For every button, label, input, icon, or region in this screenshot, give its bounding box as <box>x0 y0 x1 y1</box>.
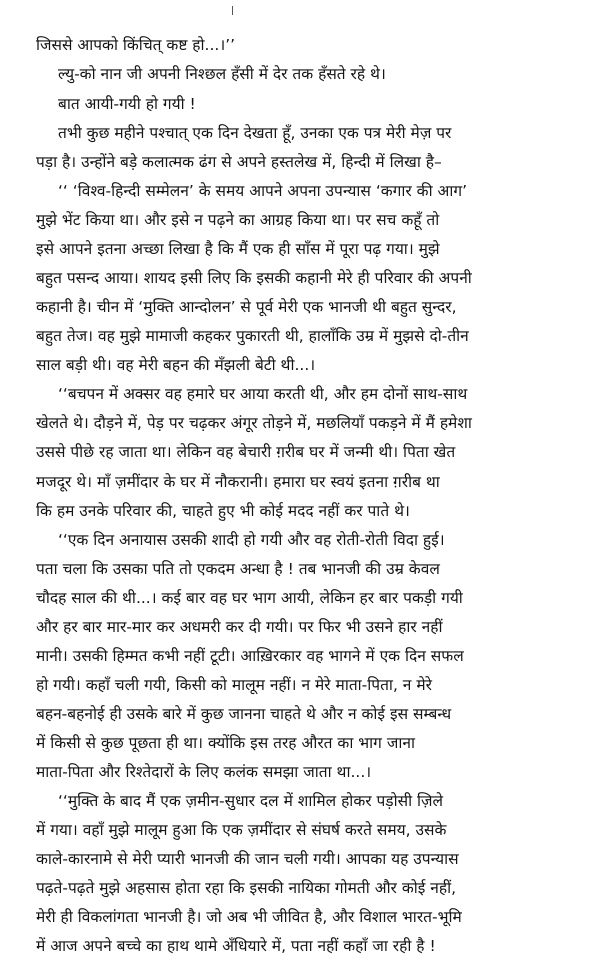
text-line: ‘‘मुक्ति के बाद मैं एक ज़मीन-सुधार दल में शामिल होकर पड़ोसी ज़िले <box>58 791 444 810</box>
text-line: बहुत तेज। वह मुझे मामाजी कहकर पुकारती थी, हालाँकि उम्र में मुझसे दो-तीन <box>36 327 469 346</box>
text-line: कि हम उनके परिवार की, चाहते हुए भी कोई मदद नहीं कर पाते थे। <box>36 501 410 520</box>
text-line: तभी कुछ महीने पश्चात् एक दिन देखता हूँ, उनका एक पत्र मेरी मेज़ पर <box>58 124 452 143</box>
text-line: उससे पीछे रह जाता था। लेकिन वह बेचारी ग़रीब घर में जन्मी थी। पिता खेत <box>36 443 456 462</box>
scan-mark <box>232 6 233 15</box>
text-line: में गया। वहाँ मुझे मालूम हुआ कि एक ज़मींदार से संघर्ष करते समय, उसके <box>36 820 447 839</box>
text-line: काले-कारनामे से मेरी प्यारी भानजी की जान चली गयी। आपका यह उपन्यास <box>36 849 459 868</box>
text-line: जिससे आपको किंचित् कष्ट हो...।’’ <box>36 36 236 54</box>
text-line: चौदह साल की थी...। कई बार वह घर भाग आयी, लेकिन हर बार पकड़ी गयी <box>36 588 463 607</box>
text-line: बात आयी-गयी हो गयी ! <box>58 95 196 113</box>
text-line: में आज अपने बच्चे का हाथ थामे अँधियारे में, पता नहीं कहाँ जा रही है ! <box>36 937 436 955</box>
text-line: हो गयी। कहाँ चली गयी, किसी को मालूम नहीं। न मेरे माता-पिता, न मेरे <box>36 675 432 694</box>
text-line: साल बड़ी थी। वह मेरी बहन की मँझली बेटी थी...। <box>36 356 316 375</box>
text-line: बहन-बहनोई ही उसके बारे में कुछ जानना चाहते थे और न कोई इस सम्बन्ध <box>36 704 452 723</box>
text-line: कहानी है। चीन में ‘मुक्ति आन्दोलन’ से पूर्व मेरी एक भानजी थी बहुत सुन्दर, <box>36 298 457 317</box>
text-line: पड़ा है। उन्होंने बड़े कलात्मक ढंग से अपने हस्तलेख में, हिन्दी में लिखा है– <box>36 153 442 172</box>
text-line: ल्यु-को नान जी अपनी निश्छल हँसी में देर तक हँसते रहे थे। <box>58 65 386 83</box>
text-line: ‘‘ ‘विश्व-हिन्दी सम्मेलन’ के समय आपने अपना उपन्यास ‘कगार की आग’ <box>58 182 468 201</box>
text-line: ‘‘बचपन में अक्सर वह हमारे घर आया करती थी, और हम दोनों साथ-साथ <box>58 385 468 404</box>
text-line: इसे आपने इतना अच्छा लिखा है कि मैं एक ही साँस में पूरा पढ़ गया। मुझे <box>36 240 440 259</box>
text-line: खेलते थे। दौड़ने में, पेड़ पर चढ़कर अंगूर तोड़ने में, मछलियाँ पकड़ने में मैं हमेशा <box>36 414 472 433</box>
text-line: बहुत पसन्द आया। शायद इसी लिए कि इसकी कहानी मेरे ही परिवार की अपनी <box>36 269 472 288</box>
text-line: मानी। उसकी हिम्मत कभी नहीं टूटी। आख़िरकार वह भागने में एक दिन सफल <box>36 646 464 665</box>
text-line: पता चला कि उसका पति तो एकदम अन्धा है ! तब भानजी की उम्र केवल <box>36 559 440 578</box>
text-line: माता-पिता और रिश्तेदारों के लिए कलंक समझा जाता था...। <box>36 762 372 781</box>
text-line: और हर बार मार-मार कर अधमरी कर दी गयी। पर फिर भी उसने हार नहीं <box>36 617 443 636</box>
text-line: में किसी से कुछ पूछता ही था। क्योंकि इस तरह औरत का भाग जाना <box>36 733 415 752</box>
text-line: मेरी ही विकलांगता भानजी है। जो अब भी जीवित है, और विशाल भारत-भूमि <box>36 908 462 926</box>
text-line: पढ़ते-पढ़ते मुझे अहसास होता रहा कि इसकी नायिका गोमती और कोई नहीं, <box>36 878 457 897</box>
text-line: ‘‘एक दिन अनायास उसकी शादी हो गयी और वह रोती-रोती विदा हुई। <box>58 530 445 549</box>
text-line: मुझे भेंट किया था। और इसे न पढ़ने का आग्रह किया था। पर सच कहूँ तो <box>36 211 440 230</box>
text-line: मजदूर थे। माँ ज़मींदार के घर में नौकरानी। हमारा घर स्वयं इतना ग़रीब था <box>36 472 440 491</box>
